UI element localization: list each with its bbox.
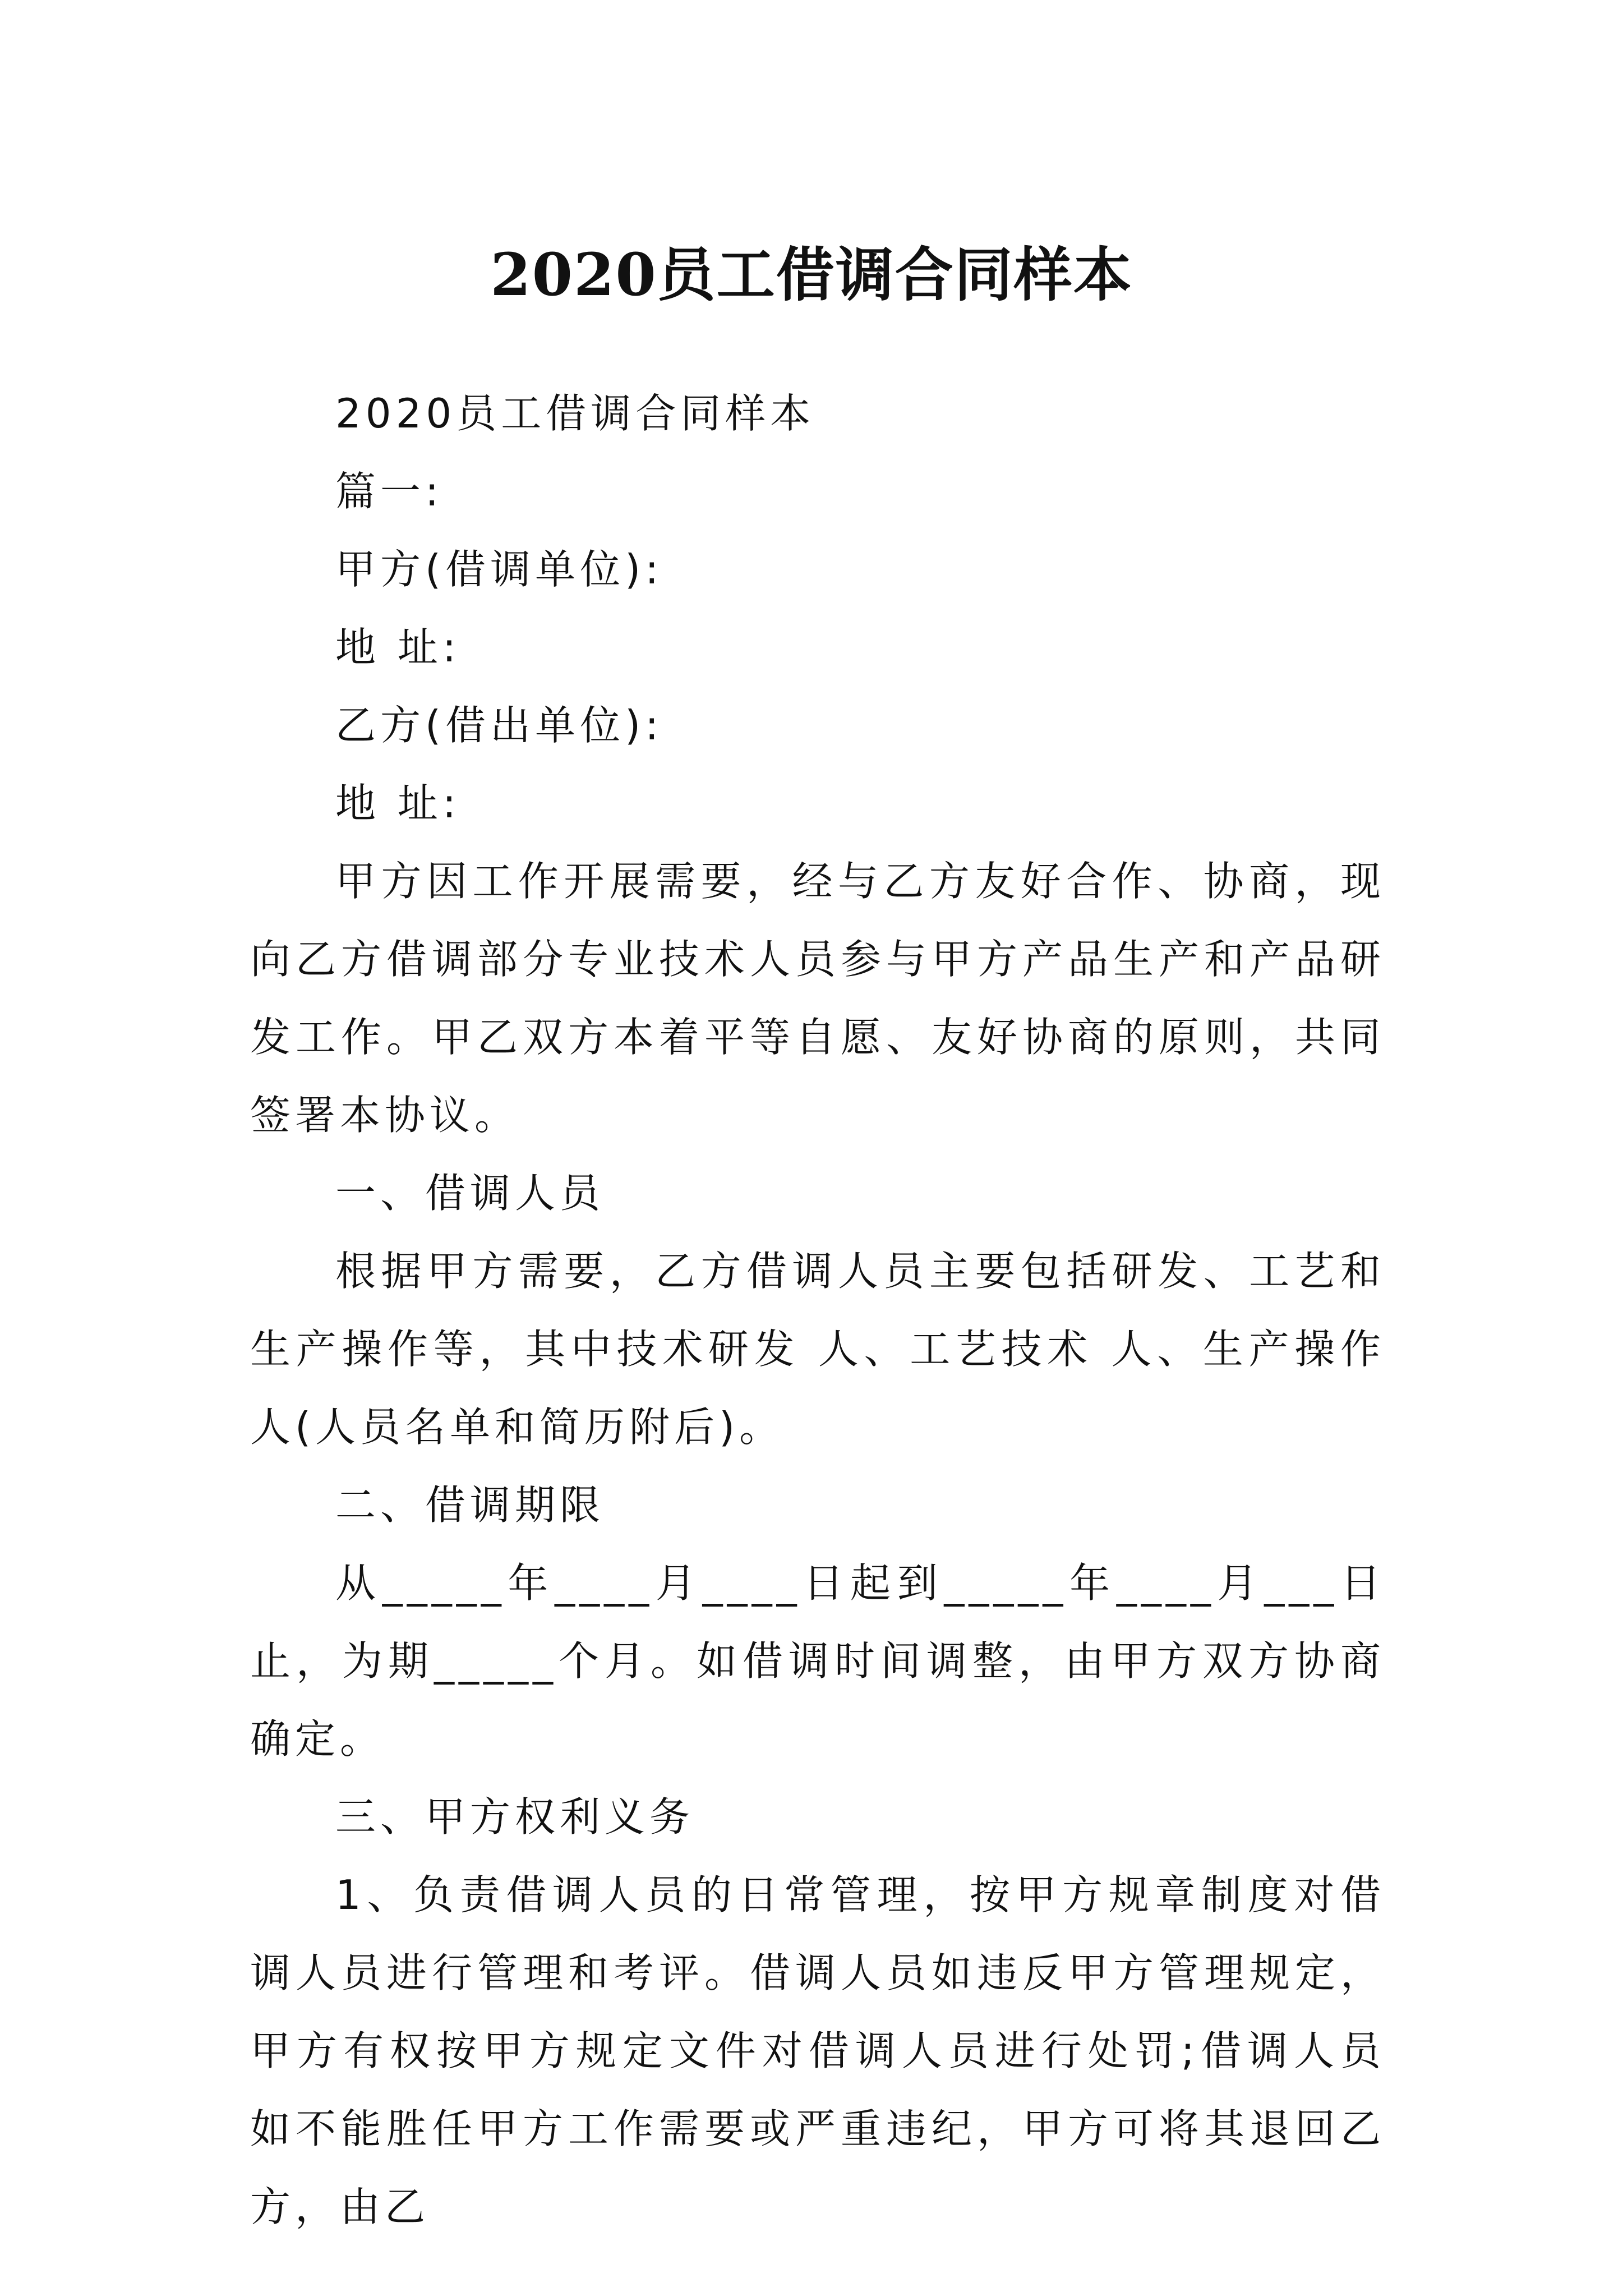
party-a-address: 地 址: (335, 624, 461, 671)
section-heading-term: 二、借调期限 (335, 1481, 605, 1529)
section-label: 篇一: (335, 468, 444, 515)
preamble-paragraph: 甲方因工作开展需要，经与乙方友好合作、协商，现向乙方借调部分专业技术人员参与甲方产品生产和产品研发工作。甲乙双方本着平等自愿、友好协商的原则，共同签署本协议。 (250, 858, 1385, 1139)
party-b-label: 乙方(借出单位): (335, 702, 663, 749)
party-a-label: 甲方(借调单位): (335, 546, 663, 593)
term-paragraph: 从_____年____月____日起到_____年____月___日止，为期_____个月。如借调时间调整，由甲方双方协商确定。 (250, 1559, 1385, 1763)
section-heading-party-a-rights: 三、甲方权利义务 (335, 1793, 695, 1841)
party-a-rights-paragraph: 1、负责借调人员的日常管理，按甲方规章制度对借调人员进行管理和考评。借调人员如违反甲方管理规定，甲方有权按甲方规定文件对借调人员进行处罚;借调人员如不能胜任甲方工作需要或严重违纪，甲方可将其退回乙方，由乙 (250, 1871, 1385, 2230)
document-title: 2020员工借调合同样本 (490, 240, 1133, 309)
document-body (250, 375, 1385, 2246)
section-heading-personnel: 一、借调人员 (335, 1170, 605, 1217)
body-heading: 2020员工借调合同样本 (335, 390, 815, 437)
party-b-address: 地 址: (335, 780, 461, 827)
personnel-paragraph: 根据甲方需要，乙方借调人员主要包括研发、工艺和生产操作等，其中技术研发 人、工艺技术 人、生产操作 人(人员名单和简历附后)。 (250, 1248, 1385, 1451)
